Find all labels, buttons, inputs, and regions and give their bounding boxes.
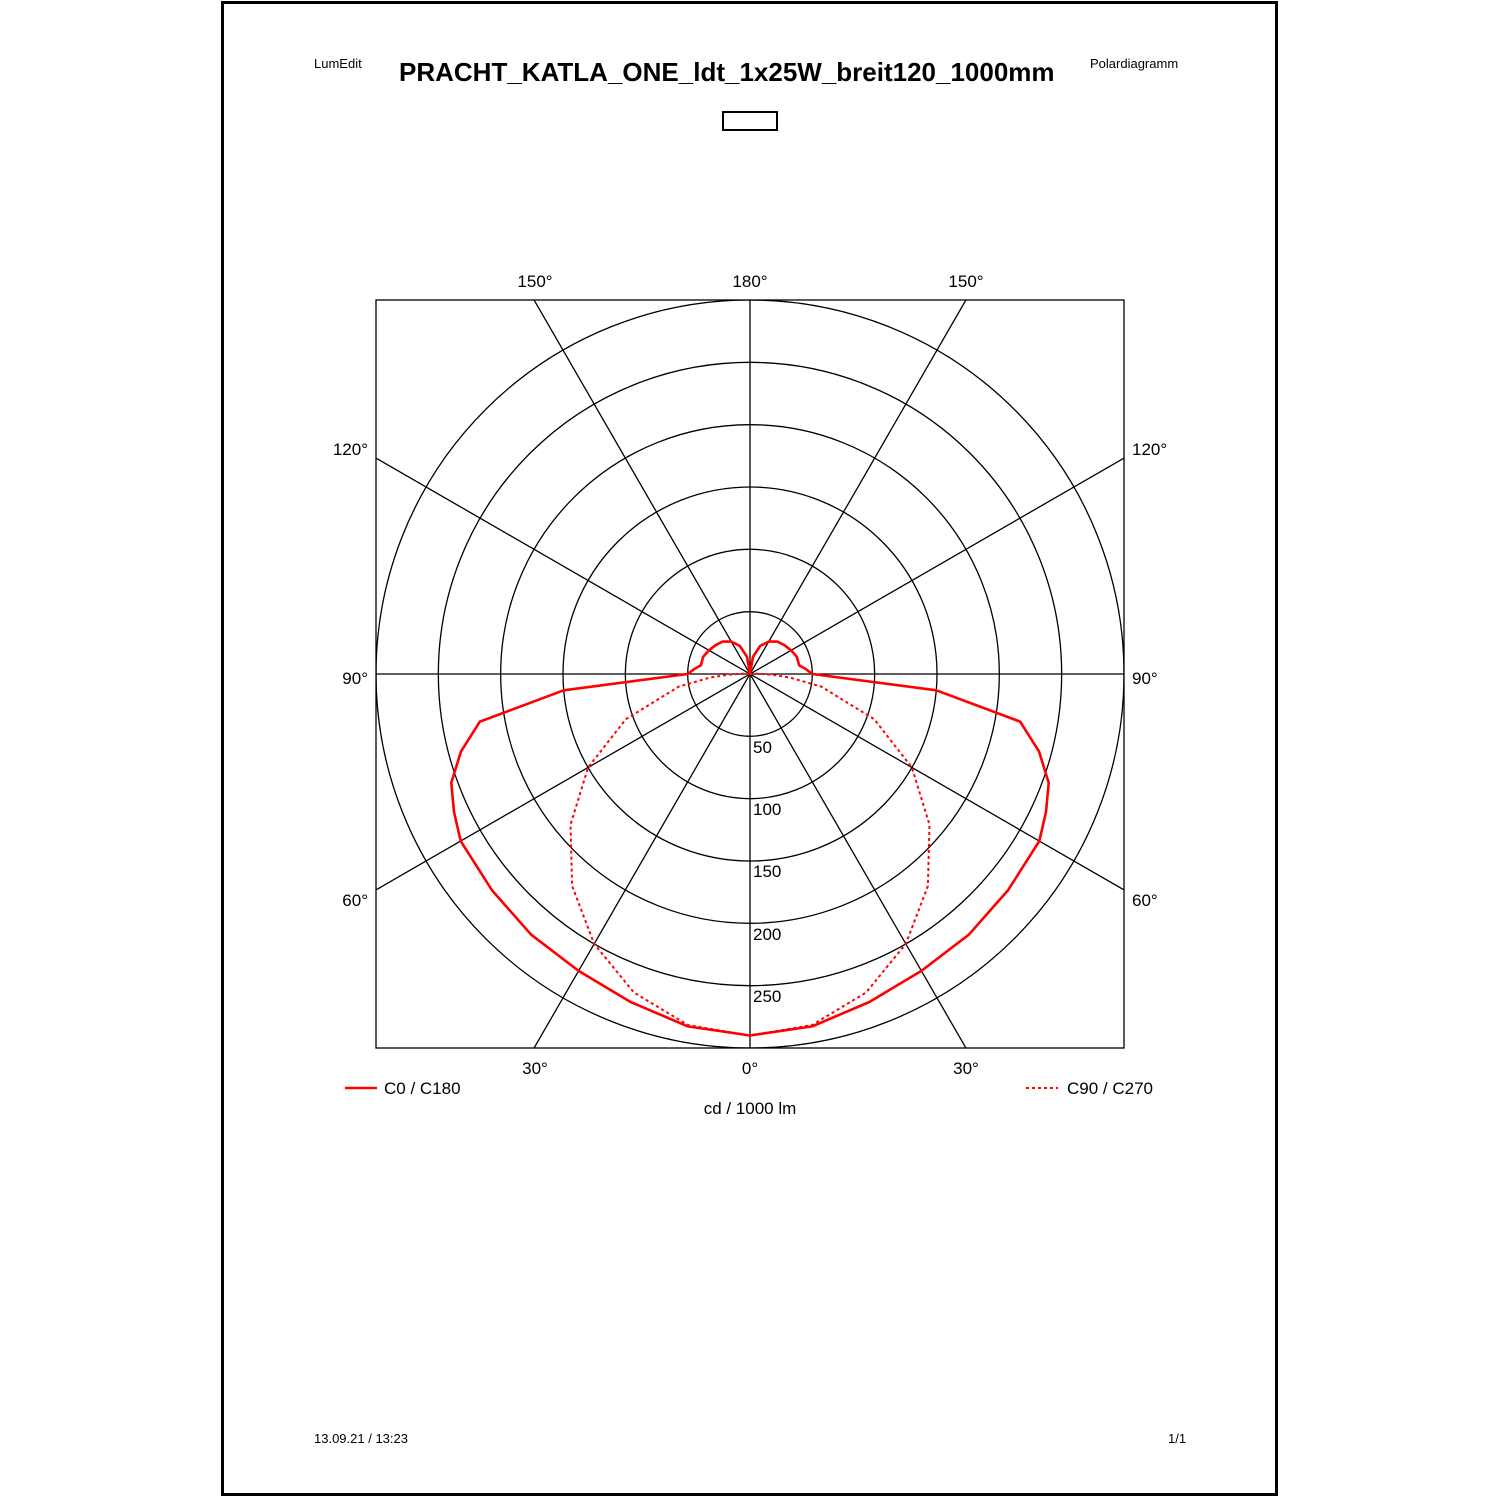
page-title: PRACHT_KATLA_ONE_ldt_1x25W_breit120_1000mm [399, 57, 1055, 87]
angle-label-bottom-center: 0° [741, 1059, 759, 1078]
unit-label: cd / 1000 lm [703, 1099, 797, 1118]
angle-label-bottom-right: 30° [953, 1059, 979, 1078]
angle-label-top-left: 150° [517, 272, 553, 291]
angle-label-left-middle: 90° [342, 669, 368, 688]
angle-label-right-upper: 120° [1132, 440, 1168, 459]
footer-page-number: 1/1 [1168, 1431, 1187, 1446]
radial-tick-label: 50 [753, 738, 772, 757]
angle-label-left-lower: 60° [342, 891, 368, 910]
angle-label-right-lower: 60° [1132, 891, 1158, 910]
angle-label-left-upper: 120° [332, 440, 368, 459]
footer-timestamp: 13.09.21 / 13:23 [314, 1431, 408, 1446]
angle-label-bottom-left: 30° [522, 1059, 548, 1078]
legend-label-c90: C90 / C270 [1067, 1079, 1153, 1098]
radial-tick-label: 150 [753, 862, 782, 881]
angle-label-right-middle: 90° [1132, 669, 1158, 688]
angle-label-top-right: 150° [948, 272, 984, 291]
diagram-type-label: Polardiagramm [1090, 56, 1179, 71]
radial-tick-label: 200 [753, 925, 782, 944]
radial-tick-label: 100 [753, 800, 782, 819]
app-name: LumEdit [314, 56, 362, 71]
angle-label-top-center: 180° [732, 272, 768, 291]
legend-label-c0: C0 / C180 [384, 1079, 461, 1098]
radial-tick-label: 250 [753, 987, 782, 1006]
